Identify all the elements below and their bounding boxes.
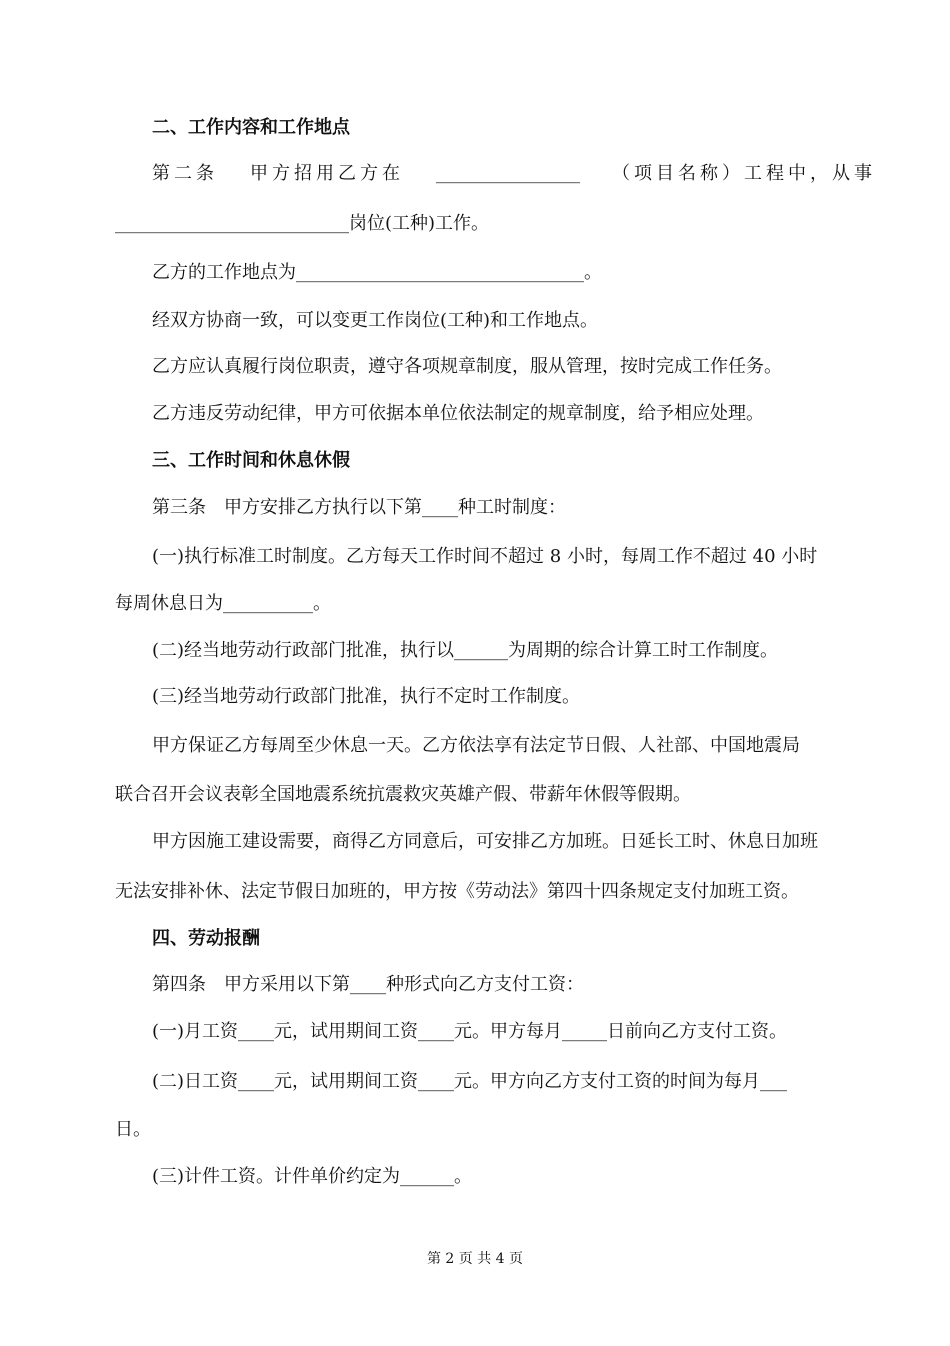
article-4: 第四条 甲方采用以下第____种形式向乙方支付工资： [152, 974, 584, 995]
work-place-line [152, 261, 602, 285]
article-3: 第三条 甲方安排乙方执行以下第____种工时制度： [152, 497, 566, 518]
overtime-line1: 甲方因施工建设需要，商得乙方同意后，可安排乙方加班。日延长工时、休息日加班 [152, 831, 818, 852]
rest-line1: 甲方保证乙方每周至少休息一天。乙方依法享有法定节日假、人社部、中国地震局 [152, 735, 800, 756]
article-2-line1 [152, 162, 876, 186]
page-footer: 第 2 页 共 4 页 [426, 1251, 524, 1267]
paragraph-duty: 乙方应认真履行岗位职责，遵守各项规章制度，服从管理，按时完成工作任务。 [152, 356, 782, 377]
rest-line2: 联合召开会议表彰全国地震系统抗震救灾英雄产假、带薪年休假等假期。 [115, 784, 691, 805]
wage-option-2-line1: (二)日工资____元，试用期间工资____元。甲方向乙方支付工资的时间为每月___ [152, 1071, 788, 1092]
option-1-line2: 每周休息日为__________。 [115, 593, 331, 614]
article-text: 甲方招用乙方在 [250, 163, 404, 184]
article-project: （项目名称）工程中，从事 [612, 163, 876, 184]
section-heading-4: 四、劳动报酬 [152, 928, 260, 949]
overtime-line2: 无法安排补休、法定节假日加班的，甲方按《劳动法》第四十四条规定支付加班工资。 [115, 881, 799, 902]
article-2-line2 [115, 212, 489, 236]
post-blank: __________________________ [115, 213, 349, 234]
place-label: 乙方的工作地点为 [152, 262, 296, 283]
wage-option-2-line2: 日。 [115, 1119, 151, 1140]
option-3: (三)经当地劳动行政部门批准，执行不定时工作制度。 [152, 686, 581, 707]
option-2: (二)经当地劳动行政部门批准，执行以______为周期的综合计算工时工作制度。 [152, 640, 779, 661]
paragraph-change: 经双方协商一致，可以变更工作岗位(工种)和工作地点。 [152, 310, 599, 331]
wage-option-1: (一)月工资____元，试用期间工资____元。甲方每月_____日前向乙方支付工资。 [152, 1021, 788, 1042]
project-blank: ________________ [436, 163, 580, 184]
place-blank: ________________________________ [296, 262, 584, 283]
post-text: 岗位(工种)工作。 [349, 213, 490, 234]
section-heading-2: 二、工作内容和工作地点 [152, 117, 350, 138]
wage-option-3: (三)计件工资。计件单价约定为______。 [152, 1166, 473, 1187]
place-end: 。 [584, 262, 602, 283]
section-heading-3: 三、工作时间和休息休假 [152, 450, 350, 471]
option-1-line1: (一)执行标准工时制度。乙方每天工作时间不超过 8 小时，每周工作不超过 40 小时 [152, 546, 818, 567]
article-label: 第二条 [152, 163, 218, 184]
paragraph-discipline: 乙方违反劳动纪律，甲方可依据本单位依法制定的规章制度，给予相应处理。 [152, 403, 764, 424]
